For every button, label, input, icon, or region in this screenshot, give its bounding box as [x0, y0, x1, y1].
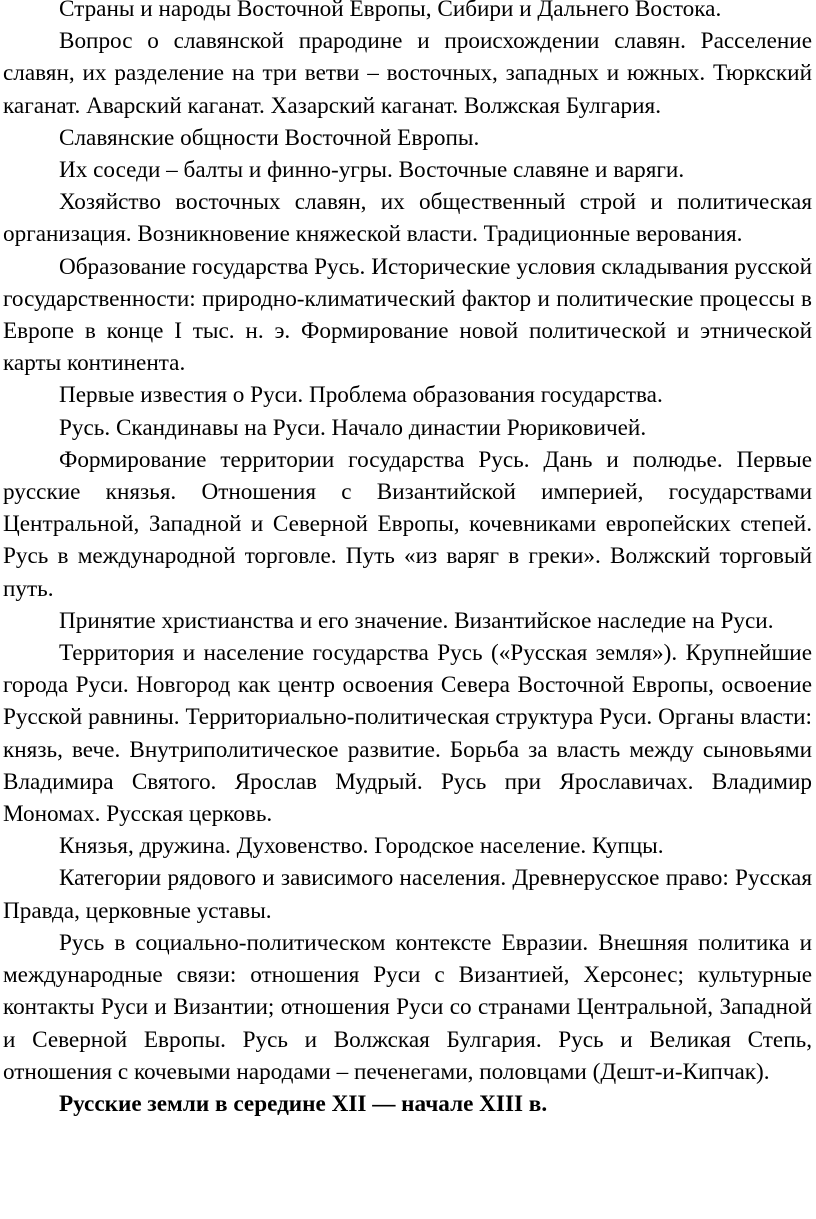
paragraph-territory-formation: Формирование территории государства Русь. Дань и полюдье. Первые русские князья. Отношения с Византийской империей, государствами Центральной, Западной и Северной Европы, кочевниками европейских степей. Русь в международной торговле. Путь «из варяг в греки». Волжский торговый путь.: [3, 446, 812, 602]
paragraph-economy: Хозяйство восточных славян, их общественный строй и политическая организация. Возникновение княжеской власти. Традиционные верования.: [3, 189, 812, 248]
paragraph-eurasia-context: Русь в социально-политическом контексте Евразии. Внешняя политика и международные связи: отношения Руси с Византией, Херсонес; культурные контакты Руси и Византии; отношения Руси со странами Центральной, Западной и Северной Европы. Русь и Волжская Булгария. Русь и Великая Степь, отношения с кочевыми народами – печенегами, половцами (Дешт-и-Кипчак).: [3, 929, 812, 1085]
paragraph-state-formation: Образование государства Русь. Исторические условия складывания русской государственности: природно-климатический фактор и политические процессы в Европе в конце I тыс. н. э. Формирование новой политической и этнической карты континента.: [3, 253, 812, 377]
paragraph-rurikids: Русь. Скандинавы на Руси. Начало династии Рюриковичей.: [59, 414, 647, 441]
paragraph-social-groups: Князья, дружина. Духовенство. Городское население. Купцы.: [59, 833, 664, 860]
paragraph-population-law: Категории рядового и зависимого населения. Древнерусское право: Русская Правда, церковные уставы.: [3, 865, 812, 924]
paragraph-first-records: Первые известия о Руси. Проблема образования государства.: [59, 382, 663, 409]
paragraph-slavic-homeland: Вопрос о славянской прародине и происхождении славян. Расселение славян, их разделение на три ветви – восточных, западных и южных. Тюркский каганат. Аварский каганат. Хазарский каганат. Волжская Булгария.: [3, 28, 812, 119]
paragraph-neighbors: Их соседи – балты и финно-угры. Восточные славяне и варяги.: [59, 157, 685, 184]
paragraph-east-europe-peoples: Страны и народы Восточной Европы, Сибири и Дальнего Востока.: [59, 0, 722, 22]
section-heading: Русские земли в середине XII — начале XIII в.: [59, 1090, 548, 1117]
paragraph-slavic-communities: Славянские общности Восточной Европы.: [59, 124, 480, 151]
paragraph-christianity: Принятие христианства и его значение. Византийское наследие на Руси.: [59, 607, 774, 634]
paragraph-territory-population: Территория и население государства Русь («Русская земля»). Крупнейшие города Руси. Новгород как центр освоения Севера Восточной Европы, освоение Русской равнины. Территориально-политическая структура Руси. Органы власти: князь, вече. Внутриполитическое развитие. Борьба за власть между сыновьями Владимира Святого. Ярослав Мудрый. Русь при Ярославичах. Владимир Мономах. Русская церковь.: [3, 640, 812, 828]
